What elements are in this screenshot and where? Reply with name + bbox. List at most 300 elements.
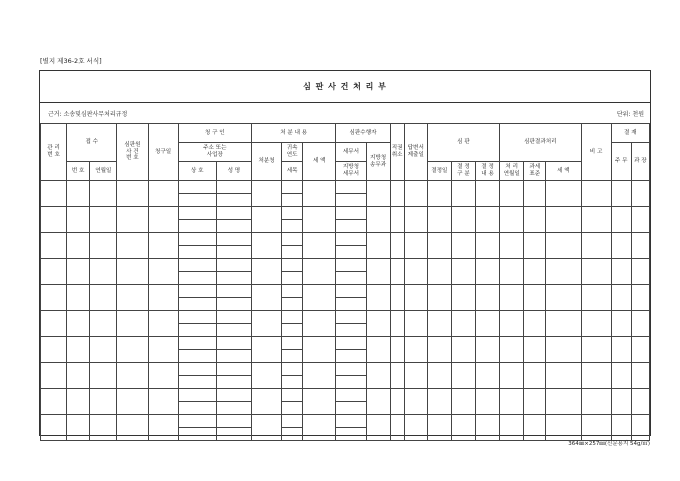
record-cell[interactable] <box>476 389 500 415</box>
record-cell[interactable] <box>303 337 336 363</box>
record-cell[interactable] <box>251 259 281 285</box>
record-cell[interactable] <box>67 389 90 415</box>
record-cell[interactable] <box>427 233 451 259</box>
header-receipt: 접 수 <box>67 124 117 162</box>
record-cell[interactable] <box>581 415 611 441</box>
record-cell[interactable] <box>476 311 500 337</box>
record-cell[interactable] <box>390 363 404 389</box>
record-cell[interactable] <box>390 233 404 259</box>
record-cell[interactable] <box>216 285 251 298</box>
record-cell[interactable] <box>282 402 303 415</box>
record-cell[interactable] <box>581 207 611 233</box>
record-cell[interactable] <box>282 207 303 220</box>
register-title: 심 판 사 건 처 리 부 <box>303 82 387 91</box>
record-cell[interactable] <box>216 181 251 194</box>
record-cell[interactable] <box>581 337 611 363</box>
record-cell[interactable] <box>148 207 178 233</box>
record-cell[interactable] <box>366 181 390 207</box>
record-cell[interactable] <box>611 337 631 363</box>
record-cell[interactable] <box>148 285 178 311</box>
record-cell[interactable] <box>148 181 178 207</box>
record-cell[interactable] <box>282 194 303 207</box>
record-cell[interactable] <box>611 415 631 441</box>
record-cell[interactable] <box>524 311 546 337</box>
record-cell[interactable] <box>67 181 90 207</box>
record-cell[interactable] <box>451 233 475 259</box>
record-cell[interactable] <box>148 259 178 285</box>
record-cell[interactable] <box>251 363 281 389</box>
record-cell[interactable] <box>216 324 251 337</box>
record-cell[interactable] <box>282 233 303 246</box>
record-cell[interactable] <box>178 285 216 298</box>
record-subrow <box>41 311 650 324</box>
record-cell[interactable] <box>117 337 148 363</box>
record-cell[interactable] <box>282 311 303 324</box>
record-cell[interactable] <box>303 207 336 233</box>
record-cell[interactable] <box>524 415 546 441</box>
record-cell[interactable] <box>178 376 216 389</box>
record-cell[interactable] <box>390 207 404 233</box>
record-cell[interactable] <box>366 363 390 389</box>
header-processing-date: 처 리 연월일 <box>500 162 524 181</box>
record-cell[interactable] <box>90 233 117 259</box>
record-cell[interactable] <box>404 285 427 311</box>
record-cell[interactable] <box>216 194 251 207</box>
record-cell[interactable] <box>611 285 631 311</box>
record-cell[interactable] <box>90 363 117 389</box>
record-cell[interactable] <box>216 402 251 415</box>
record-cell[interactable] <box>178 272 216 285</box>
record-cell[interactable] <box>581 363 611 389</box>
record-cell[interactable] <box>611 207 631 233</box>
header-name: 성 명 <box>216 162 251 181</box>
record-cell[interactable] <box>476 233 500 259</box>
record-cell[interactable] <box>282 259 303 272</box>
record-cell[interactable] <box>336 181 366 194</box>
record-cell[interactable] <box>631 233 649 259</box>
record-cell[interactable] <box>148 415 178 441</box>
record-cell[interactable] <box>427 285 451 311</box>
record-cell[interactable] <box>41 285 67 311</box>
record-cell[interactable] <box>178 311 216 324</box>
record-cell[interactable] <box>282 363 303 376</box>
record-cell[interactable] <box>500 337 524 363</box>
record-cell[interactable] <box>427 363 451 389</box>
record-cell[interactable] <box>216 337 251 350</box>
record-cell[interactable] <box>67 207 90 233</box>
record-cell[interactable] <box>178 337 216 350</box>
record-cell[interactable] <box>546 233 581 259</box>
record-cell[interactable] <box>336 311 366 324</box>
record-cell[interactable] <box>611 389 631 415</box>
record-cell[interactable] <box>546 181 581 207</box>
record-cell[interactable] <box>451 389 475 415</box>
record-cell[interactable] <box>336 389 366 402</box>
record-cell[interactable] <box>251 181 281 207</box>
record-cell[interactable] <box>581 389 611 415</box>
header-tax-office: 세무서 <box>336 143 366 162</box>
record-cell[interactable] <box>117 181 148 207</box>
record-cell[interactable] <box>178 324 216 337</box>
header-tax-standard: 과세 표준 <box>524 162 546 181</box>
record-cell[interactable] <box>390 337 404 363</box>
record-cell[interactable] <box>524 337 546 363</box>
record-cell[interactable] <box>67 337 90 363</box>
record-cell[interactable] <box>476 259 500 285</box>
record-cell[interactable] <box>303 285 336 311</box>
record-cell[interactable] <box>427 311 451 337</box>
record-cell[interactable] <box>117 363 148 389</box>
record-cell[interactable] <box>336 337 366 350</box>
record-cell[interactable] <box>216 363 251 376</box>
register-table <box>40 123 650 441</box>
record-cell[interactable] <box>216 376 251 389</box>
record-cell[interactable] <box>631 207 649 233</box>
record-cell[interactable] <box>390 181 404 207</box>
record-cell[interactable] <box>90 207 117 233</box>
record-cell[interactable] <box>41 415 67 441</box>
record-cell[interactable] <box>546 285 581 311</box>
record-cell[interactable] <box>336 246 366 259</box>
record-cell[interactable] <box>251 311 281 337</box>
record-cell[interactable] <box>251 285 281 311</box>
record-cell[interactable] <box>303 181 336 207</box>
record-cell[interactable] <box>41 363 67 389</box>
record-cell[interactable] <box>282 415 303 428</box>
record-cell[interactable] <box>546 337 581 363</box>
record-cell[interactable] <box>366 337 390 363</box>
record-cell[interactable] <box>41 181 67 207</box>
record-cell[interactable] <box>404 337 427 363</box>
record-cell[interactable] <box>336 233 366 246</box>
record-cell[interactable] <box>366 415 390 441</box>
record-cell[interactable] <box>178 246 216 259</box>
record-cell[interactable] <box>546 311 581 337</box>
record-cell[interactable] <box>451 337 475 363</box>
record-cell[interactable] <box>216 220 251 233</box>
record-cell[interactable] <box>546 415 581 441</box>
header-claimant: 청 구 인 <box>178 124 251 143</box>
record-cell[interactable] <box>366 311 390 337</box>
record-cell[interactable] <box>390 415 404 441</box>
record-cell[interactable] <box>41 233 67 259</box>
record-cell[interactable] <box>451 415 475 441</box>
record-cell[interactable] <box>282 181 303 194</box>
record-cell[interactable] <box>524 259 546 285</box>
record-cell[interactable] <box>524 181 546 207</box>
record-cell[interactable] <box>282 324 303 337</box>
record-cell[interactable] <box>336 298 366 311</box>
header-receipt-no: 번 호 <box>67 162 90 181</box>
record-cell[interactable] <box>282 428 303 441</box>
record-cell[interactable] <box>178 415 216 428</box>
record-cell[interactable] <box>476 181 500 207</box>
record-cell[interactable] <box>500 207 524 233</box>
record-cell[interactable] <box>251 389 281 415</box>
record-cell[interactable] <box>117 233 148 259</box>
record-cell[interactable] <box>67 259 90 285</box>
record-cell[interactable] <box>336 259 366 272</box>
record-cell[interactable] <box>451 363 475 389</box>
record-cell[interactable] <box>476 337 500 363</box>
record-cell[interactable] <box>451 285 475 311</box>
record-cell[interactable] <box>117 207 148 233</box>
record-cell[interactable] <box>546 363 581 389</box>
record-cell[interactable] <box>216 246 251 259</box>
record-cell[interactable] <box>427 181 451 207</box>
record-cell[interactable] <box>282 376 303 389</box>
record-cell[interactable] <box>404 389 427 415</box>
record-cell[interactable] <box>282 350 303 363</box>
record-cell[interactable] <box>41 259 67 285</box>
record-cell[interactable] <box>476 285 500 311</box>
record-cell[interactable] <box>148 337 178 363</box>
record-cell[interactable] <box>216 207 251 220</box>
record-cell[interactable] <box>148 233 178 259</box>
record-cell[interactable] <box>67 311 90 337</box>
record-cell[interactable] <box>500 259 524 285</box>
record-cell[interactable] <box>611 233 631 259</box>
record-cell[interactable] <box>303 415 336 441</box>
record-subrow <box>41 363 650 376</box>
record-cell[interactable] <box>404 233 427 259</box>
header-tax-item: 세목 <box>282 162 303 181</box>
record-cell[interactable] <box>476 363 500 389</box>
header-disposition: 처 분 내 용 <box>251 124 335 143</box>
record-cell[interactable] <box>451 181 475 207</box>
record-cell[interactable] <box>41 389 67 415</box>
record-cell[interactable] <box>90 181 117 207</box>
record-cell[interactable] <box>67 233 90 259</box>
record-cell[interactable] <box>631 181 649 207</box>
record-cell[interactable] <box>427 389 451 415</box>
record-cell[interactable] <box>611 259 631 285</box>
record-cell[interactable] <box>90 389 117 415</box>
record-cell[interactable] <box>611 363 631 389</box>
record-cell[interactable] <box>251 233 281 259</box>
record-cell[interactable] <box>216 350 251 363</box>
record-cell[interactable] <box>282 246 303 259</box>
record-cell[interactable] <box>631 415 649 441</box>
record-cell[interactable] <box>303 311 336 337</box>
record-cell[interactable] <box>67 285 90 311</box>
record-cell[interactable] <box>581 233 611 259</box>
record-cell[interactable] <box>631 311 649 337</box>
record-cell[interactable] <box>631 337 649 363</box>
record-cell[interactable] <box>476 207 500 233</box>
header-result: 심판결과처리 <box>500 124 581 162</box>
record-cell[interactable] <box>427 207 451 233</box>
record-cell[interactable] <box>178 233 216 246</box>
record-cell[interactable] <box>404 181 427 207</box>
record-cell[interactable] <box>631 389 649 415</box>
record-cell[interactable] <box>251 415 281 441</box>
record-cell[interactable] <box>336 194 366 207</box>
record-cell[interactable] <box>581 259 611 285</box>
register-frame <box>39 70 651 436</box>
record-cell[interactable] <box>366 285 390 311</box>
record-cell[interactable] <box>216 298 251 311</box>
record-cell[interactable] <box>500 285 524 311</box>
record-cell[interactable] <box>148 389 178 415</box>
record-cell[interactable] <box>451 311 475 337</box>
record-cell[interactable] <box>90 259 117 285</box>
record-cell[interactable] <box>303 363 336 389</box>
record-cell[interactable] <box>336 428 366 441</box>
record-cell[interactable] <box>216 428 251 441</box>
record-cell[interactable] <box>41 311 67 337</box>
record-cell[interactable] <box>282 272 303 285</box>
record-cell[interactable] <box>611 181 631 207</box>
record-cell[interactable] <box>366 207 390 233</box>
header-mgmt-no: 관 리 번 호 <box>41 124 67 181</box>
record-cell[interactable] <box>476 415 500 441</box>
header-decision-content: 결 정 내 용 <box>476 162 500 181</box>
record-cell[interactable] <box>404 311 427 337</box>
record-cell[interactable] <box>178 350 216 363</box>
record-cell[interactable] <box>631 285 649 311</box>
record-cell[interactable] <box>404 415 427 441</box>
record-cell[interactable] <box>178 220 216 233</box>
record-cell[interactable] <box>581 285 611 311</box>
record-subrow <box>41 181 650 194</box>
record-cell[interactable] <box>336 363 366 376</box>
record-cell[interactable] <box>390 259 404 285</box>
record-cell[interactable] <box>524 285 546 311</box>
record-cell[interactable] <box>336 324 366 337</box>
record-cell[interactable] <box>500 311 524 337</box>
record-cell[interactable] <box>546 207 581 233</box>
record-cell[interactable] <box>336 207 366 220</box>
record-cell[interactable] <box>303 389 336 415</box>
header-regional-litigation: 지방청 송무과 <box>366 143 390 181</box>
header-local-tax-office: 지방청 세무서 <box>336 162 366 181</box>
record-cell[interactable] <box>303 233 336 259</box>
record-cell[interactable] <box>427 415 451 441</box>
record-cell[interactable] <box>178 259 216 272</box>
record-cell[interactable] <box>216 389 251 402</box>
record-cell[interactable] <box>282 389 303 402</box>
record-cell[interactable] <box>336 402 366 415</box>
record-cell[interactable] <box>451 259 475 285</box>
record-cell[interactable] <box>336 350 366 363</box>
record-cell[interactable] <box>390 311 404 337</box>
record-cell[interactable] <box>500 389 524 415</box>
record-cell[interactable] <box>216 272 251 285</box>
record-cell[interactable] <box>178 363 216 376</box>
record-cell[interactable] <box>178 428 216 441</box>
header-claim-date: 청구일 <box>148 124 178 181</box>
record-cell[interactable] <box>631 259 649 285</box>
record-cell[interactable] <box>336 272 366 285</box>
record-cell[interactable] <box>178 298 216 311</box>
record-subrow <box>41 337 650 350</box>
record-cell[interactable] <box>303 259 336 285</box>
record-cell[interactable] <box>366 233 390 259</box>
record-cell[interactable] <box>282 337 303 350</box>
record-cell[interactable] <box>67 363 90 389</box>
record-cell[interactable] <box>90 285 117 311</box>
header-trade-name: 상 호 <box>178 162 216 181</box>
record-cell[interactable] <box>216 259 251 272</box>
record-cell[interactable] <box>216 233 251 246</box>
record-cell[interactable] <box>404 363 427 389</box>
record-cell[interactable] <box>117 311 148 337</box>
header-year: 귀속 연도 <box>282 143 303 162</box>
record-cell[interactable] <box>500 363 524 389</box>
record-cell[interactable] <box>500 415 524 441</box>
record-cell[interactable] <box>282 220 303 233</box>
record-cell[interactable] <box>178 207 216 220</box>
record-cell[interactable] <box>366 259 390 285</box>
record-cell[interactable] <box>581 181 611 207</box>
form-number: [별지 제36-2호 서식] <box>40 57 102 65</box>
record-cell[interactable] <box>524 207 546 233</box>
record-cell[interactable] <box>524 389 546 415</box>
record-cell[interactable] <box>251 337 281 363</box>
record-cell[interactable] <box>178 402 216 415</box>
record-cell[interactable] <box>41 207 67 233</box>
record-cell[interactable] <box>336 376 366 389</box>
record-cell[interactable] <box>500 181 524 207</box>
record-cell[interactable] <box>546 259 581 285</box>
record-cell[interactable] <box>216 415 251 428</box>
record-cell[interactable] <box>390 389 404 415</box>
record-cell[interactable] <box>282 285 303 298</box>
title-divider <box>40 102 650 103</box>
record-cell[interactable] <box>67 415 90 441</box>
record-cell[interactable] <box>427 259 451 285</box>
record-cell[interactable] <box>404 207 427 233</box>
record-cell[interactable] <box>90 337 117 363</box>
record-cell[interactable] <box>216 311 251 324</box>
record-subrow <box>41 389 650 402</box>
record-cell[interactable] <box>500 233 524 259</box>
record-cell[interactable] <box>611 311 631 337</box>
record-cell[interactable] <box>524 233 546 259</box>
record-cell[interactable] <box>282 298 303 311</box>
record-cell[interactable] <box>148 311 178 337</box>
header-performer: 심판수행자 <box>336 124 390 143</box>
record-cell[interactable] <box>117 389 148 415</box>
record-cell[interactable] <box>178 181 216 194</box>
record-cell[interactable] <box>178 389 216 402</box>
record-cell[interactable] <box>581 311 611 337</box>
record-cell[interactable] <box>390 285 404 311</box>
record-cell[interactable] <box>90 415 117 441</box>
record-cell[interactable] <box>178 194 216 207</box>
record-cell[interactable] <box>41 337 67 363</box>
record-cell[interactable] <box>336 415 366 428</box>
record-cell[interactable] <box>117 259 148 285</box>
record-cell[interactable] <box>546 389 581 415</box>
record-cell[interactable] <box>451 207 475 233</box>
record-cell[interactable] <box>336 220 366 233</box>
record-cell[interactable] <box>117 285 148 311</box>
record-subrow <box>41 415 650 428</box>
record-cell[interactable] <box>251 207 281 233</box>
record-cell[interactable] <box>148 363 178 389</box>
record-cell[interactable] <box>366 389 390 415</box>
record-cell[interactable] <box>336 285 366 298</box>
paper-spec-footnote: 364㎜×257㎜(신문용지 54g/㎡) <box>568 441 650 447</box>
record-cell[interactable] <box>631 363 649 389</box>
record-cell[interactable] <box>90 311 117 337</box>
record-cell[interactable] <box>427 337 451 363</box>
record-cell[interactable] <box>117 415 148 441</box>
record-cell[interactable] <box>524 363 546 389</box>
record-cell[interactable] <box>404 259 427 285</box>
